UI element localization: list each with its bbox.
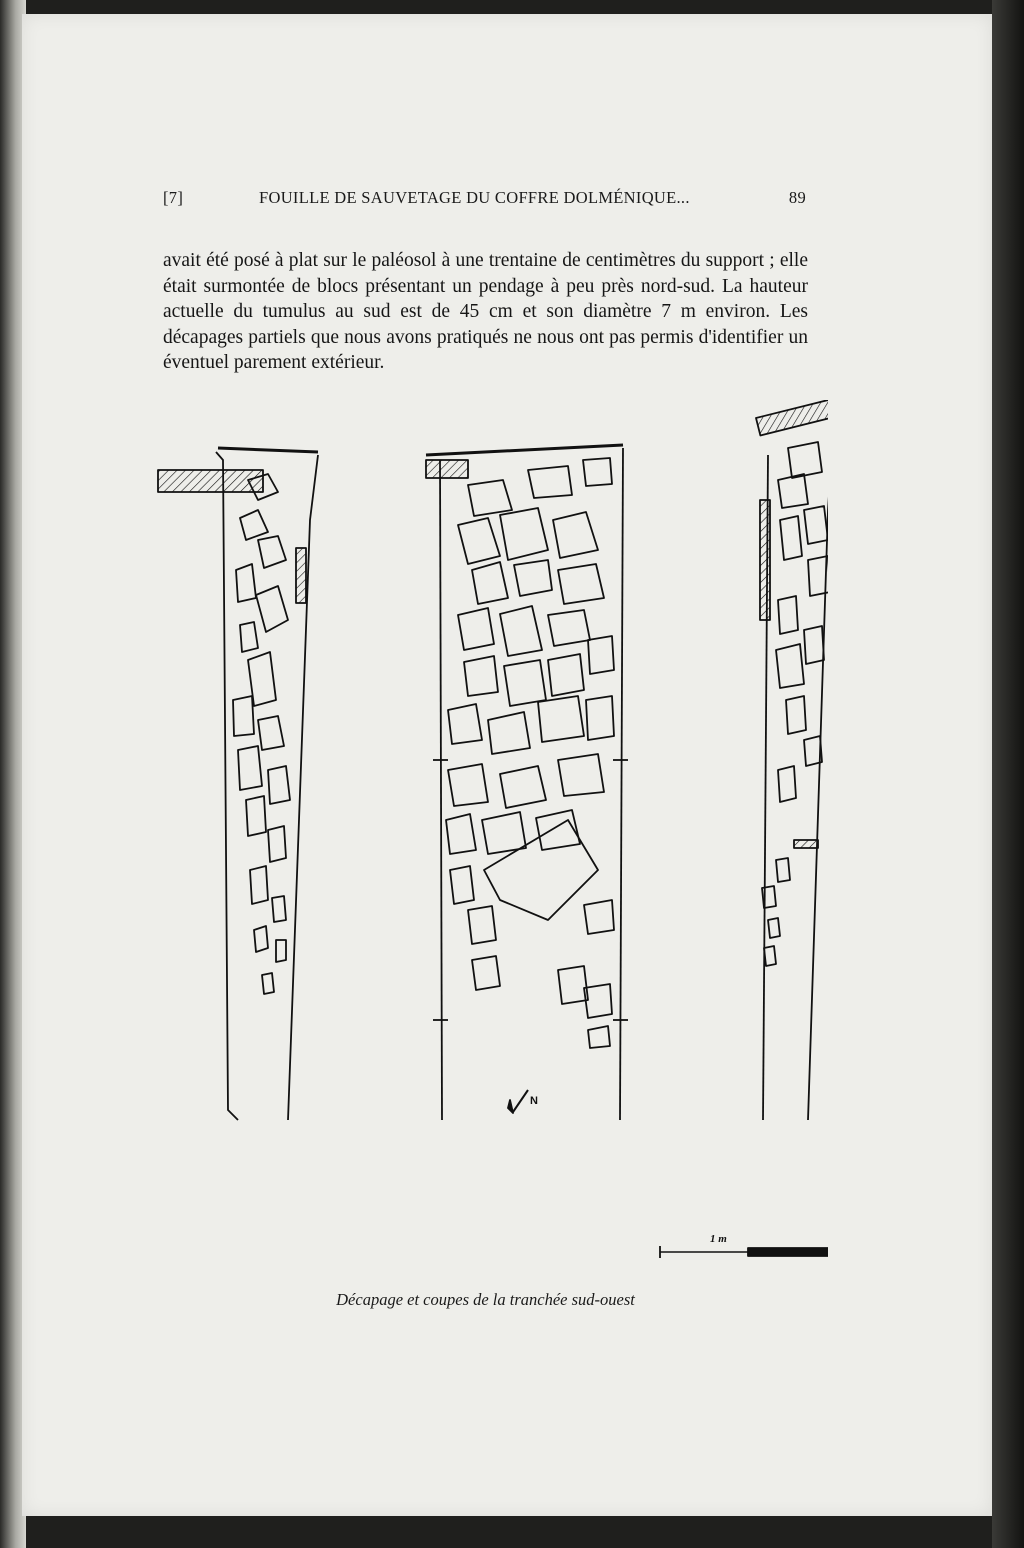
north-arrow [513, 1090, 528, 1112]
left-section-profile [158, 448, 318, 1120]
body-paragraph: avait été posé à plat sur le paléosol à une trentaine de centimètres du support ; elle était surmontée de blocs présentant un pendage à peu près nord-sud. La hauteur actuelle du tumulus au sud est de 45 cm et son diamètre 7 m environ. Les décapages partiels que nous avons pratiqués ne nous ont pas permis d'identifier un éventuel parement extérieur. [163, 250, 808, 373]
scan-right-edge [992, 0, 1024, 1548]
scale-label: 1 m [710, 1233, 727, 1245]
right-small-slab [794, 840, 818, 848]
right-slab-hatched [756, 400, 828, 435]
slab-hatched [158, 470, 263, 492]
trench-drawing [128, 400, 828, 1260]
page-number: 89 [788, 188, 806, 207]
figure-caption: Décapage et coupes de la tranchée sud-ouest [336, 1290, 635, 1309]
right-support-stone [760, 500, 770, 620]
section-number: [7] [163, 188, 184, 207]
scale-bar [660, 1246, 828, 1258]
running-head [163, 183, 806, 213]
capstone-hatched [426, 460, 468, 478]
central-trench-plan [426, 445, 628, 1120]
right-section-profile [756, 400, 828, 1120]
support-stone [296, 548, 306, 603]
running-title: FOUILLE DE SAUVETAGE DU COFFRE DOLMÉNIQUE... [259, 188, 690, 207]
north-label: N [530, 1095, 538, 1107]
